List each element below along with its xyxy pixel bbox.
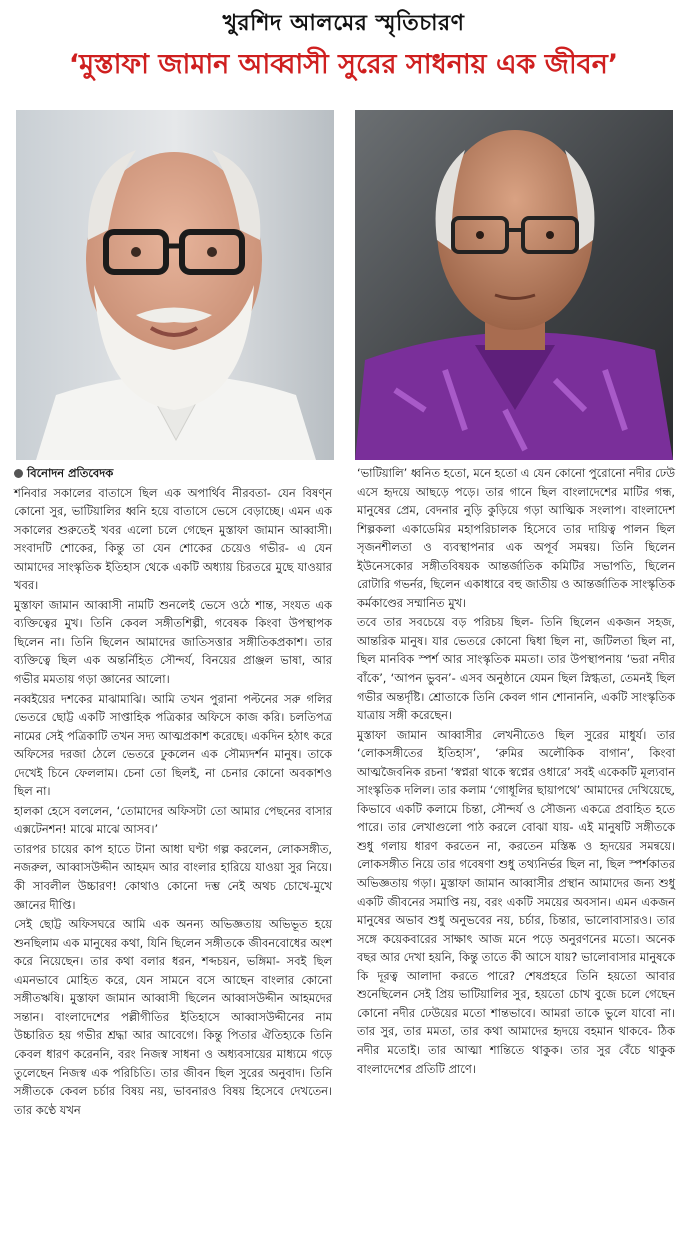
paragraph: সেই ছোট্ট অফিসঘরে আমি এক অনন্য অভিজ্ঞতায় অভিভূত হয়ে শুনছিলাম এক মানুষের কথা, যিনি ছিলেন সঙ্গীতকে জীবনবোধের অংশ করে নিয়েছেন। তার কথা বলার ধরন, শব্দচয়ন, ভঙ্গিমা- সবই ছিল এমনভাবে মোহিত করে, যেন সামনে বসে আছেন বাংলার কোনো সঙ্গীতঋষি। মুস্তাফা জামান আব্বাসী ছিলেন আব্বাসউদ্দীন আহমদের সন্তান। বাংলাদেশের পল্লীগীতির ইতিহাসে আব্বাসউদ্দীনের নাম উচ্চারিত হয় গভীর শ্রদ্ধা আর আবেগে। কিন্তু পিতার ঐতিহ্যকে তিনি কেবল ধারণ করেননি, বরং নিজস্ব সাধনা ও অধ্যবসায়ের মাধ্যমে গড়ে তুলেছেন নিজস্ব এক পরিচিতি। তার জীবন ছিল সুরের অনুবাদ। তিনি সঙ্গীতকে কেবল চর্চার বিষয় নয়, ভাবনারও বিষয় হিসেবে দেখতেন। তার কণ্ঠে যখন xyxy=(14,917,332,1117)
portrait-photo-right xyxy=(355,110,673,460)
byline xyxy=(14,464,332,483)
bullet-icon xyxy=(14,469,23,478)
paragraph: মুস্তাফা জামান আব্বাসীর লেখনীতেও ছিল সুরের মাধুর্য। তার ‘লোকসঙ্গীতের ইতিহাস’, ‘রুমির অলৌকিক বাগান’, কিংবা আত্মজৈবনিক রচনা ‘স্বপ্নরা থাকে স্বপ্নের ওধারে’ সবই একেকটি মূল্যবান সাংস্কৃতিক দলিল। তার কলাম ‘গোধূলির ছায়াপথে’ আমাদের দেখিয়েছে, কিভাবে একটি কলামে চিন্তা, সৌন্দর্য ও সৌজন্য একত্রে প্রবাহিত হতে পারে। তার লেখাগুলো পাঠ করলে বোঝা যায়- এই মানুষটি সঙ্গীতকে শুধু গলায় ধারণ করতেন না, করতেন মস্তিষ্ক ও হৃদয়ের সমন্বয়ে। লোকসঙ্গীত নিয়ে তার গবেষণা শুধু তথ্যনির্ভর ছিল না, ছিল স্পর্শকাতর অভিজ্ঞতায় গড়া। মুস্তাফা জামান আব্বাসীর প্রস্থান আমাদের জন্য শুধু একটি জীবনের সমাপ্তি নয়, বরং একটি সময়ের অবসান। এমন একজন মানুষের অভাব শুধু অনুভবের নয়, চর্চার, চিন্তার, ভালোবাসারও। তার সঙ্গে কয়েকবারের সাক্ষাৎ আজ মনে পড়ে অনুরণনের মতো। অনেক বছর আর দেখা হয়নি, কিন্তু তাতে কী আসে যায়? ভালোবাসার মানুষকে কি দূরত্ব আলাদা করতে পারে? শেষপ্রহরে তিনি হয়তো আবার শুনেছিলেন সেই প্রিয় ভাটিয়ালির সুর, হয়তো চোখ বুজে চলে গেছেন কোনো নদীর ঢেউয়ের মতো শান্তভাবে। আমরা তাকে ভুলে যাবো না। তার সুর, তার মমতা, তার কথা আমাদের হৃদয়ে বহমান থাকবে- ঠিক নদীর মতোই। তার আত্মা শান্তিতে থাকুক। তার সুর বেঁচে থাকুক বাংলাদেশের প্রতিটি প্রাণে। xyxy=(357,727,675,1076)
paragraph: ‘ভাটিয়ালি’ ধ্বনিত হতো, মনে হতো এ যেন কোনো পুরোনো নদীর ঢেউ এসে হৃদয়ে আছড়ে পড়ে। তার গানে ছিল বাংলাদেশের মাটির গন্ধ, মানুষের প্রেম, বেদনার নুড়ি কুড়িয়ে গড়া আত্মিক সংলাপ। বাংলাদেশ শিল্পকলা একাডেমির মহাপরিচালক হিসেবে তার দায়িত্ব পালন ছিল সৃজনশীলতা ও ব্যবস্থাপনার এক অপূর্ব সমন্বয়। তিনি ছিলেন ইউনেসকোর সঙ্গীতবিষয়ক আন্তর্জাতিক কমিটির সভাপতি, ছিলেন রোটারি গভর্নর, ছিলেন একাধারে বহু জাতীয় ও আন্তর্জাতিক সাংস্কৃতিক কর্মকাণ্ডের সম্মানিত মুখ। xyxy=(357,466,675,610)
paragraph: নব্বইয়ের দশকের মাঝামাঝি। আমি তখন পুরানা পল্টনের সরু গলির ভেতরে ছোট্ট একটি সাপ্তাহিক পত্রিকার অফিসে কাজ করি। চলতিপত্র নামের সেই পত্রিকাটি তখন সদ্য আত্মপ্রকাশ করেছে। একদিন হঠাৎ করে অফিসের দরজা ঠেলে ভেতরে ঢুকলেন এক সৌম্যদর্শন মানুষ। তাকে দেখেই চিনে ফেললাম। চেনা তো ছিলই, না চেনার কোনো অবকাশও ছিল না। xyxy=(14,691,332,799)
paragraph: তারপর চায়ের কাপ হাতে টানা আধা ঘণ্টা গল্প করলেন, লোকসঙ্গীত, নজরুল, আব্বাসউদ্দীন আহমদ আর বাংলার হারিয়ে যাওয়া সুর নিয়ে। কী সাবলীল উচ্চারণ! কোথাও কোনো দম্ভ নেই অথচ চোখে-মুখে জ্ঞানের দীপ্তি। xyxy=(14,841,332,912)
article-column-left xyxy=(14,464,332,1120)
byline-text: বিনোদন প্রতিবেদক xyxy=(27,466,114,480)
portrait-photo-left xyxy=(16,110,334,460)
paragraph: মুস্তাফা জামান আব্বাসী নামটি শুনলেই ভেসে ওঠে শান্ত, সংযত এক ব্যক্তিত্বের মুখ। তিনি কেবল সঙ্গীতশিল্পী, গবেষক কিংবা উপস্থাপক ছিলেন না। তিনি ছিলেন আমাদের জাতিসত্তার সঙ্গীতিকপ্রকাশ। তার ব্যক্তিত্বে ছিল এক অন্তর্নিহিত সৌন্দর্য, বিনয়ের প্রাঞ্জল ভাষা, আর গভীর মমতায় গড়া জ্ঞানের আলো। xyxy=(14,597,332,687)
paragraph: শনিবার সকালের বাতাসে ছিল এক অপার্থিব নীরবতা- যেন বিষণ্ন কোনো সুর, ভাটিয়ালির ধ্বনি হয়ে বাতাসে ভেসে বেড়াচ্ছে। এমন এক সকালের শুরুতেই খবর এলো চলে গেছেন মুস্তাফা জামান আব্বাসী। সংবাদটি শোকের, কিন্তু তা যেন শোকের চেয়েও গভীর- এ যেন আমাদের সাংস্কৃতিক ইতিহাস থেকে একটি অধ্যায় চিরতরে মুছে যাওয়ার খবর। xyxy=(14,485,332,593)
article-column-right xyxy=(357,464,675,1079)
paragraph: হালকা হেসে বললেন, ‘তোমাদের অফিসটা তো আমার পেছনের বাসার এক্সটেনশন! মাঝে মাঝে আসব।’ xyxy=(14,803,332,837)
article-kicker: খুরশিদ আলমের স্মৃতিচারণ xyxy=(222,11,465,36)
paragraph: তবে তার সবচেয়ে বড় পরিচয় ছিল- তিনি ছিলেন একজন সহজ, আন্তরিক মানুষ। যার ভেতরে কোনো দ্বিধা ছিল না, জটিলতা ছিল না, ছিল মানবিক স্পর্শ আর সাংস্কৃতিক মমতা। তার উপস্থাপনায় ‘ভরা নদীর বাঁকে’, ‘আপন ভুবন’- এসব অনুষ্ঠানে যেমন ছিল স্নিগ্ধতা, তেমনই ছিল গভীর অন্তর্দৃষ্টি। শ্রোতাকে তিনি কেবল গান শোনাননি, একটি সাংস্কৃতিক যাত্রায় সঙ্গী করেছেন। xyxy=(357,615,675,723)
article-headline: ‘মুস্তাফা জামান আব্বাসী সুরের সাধনায় এক জীবন’ xyxy=(68,49,619,80)
